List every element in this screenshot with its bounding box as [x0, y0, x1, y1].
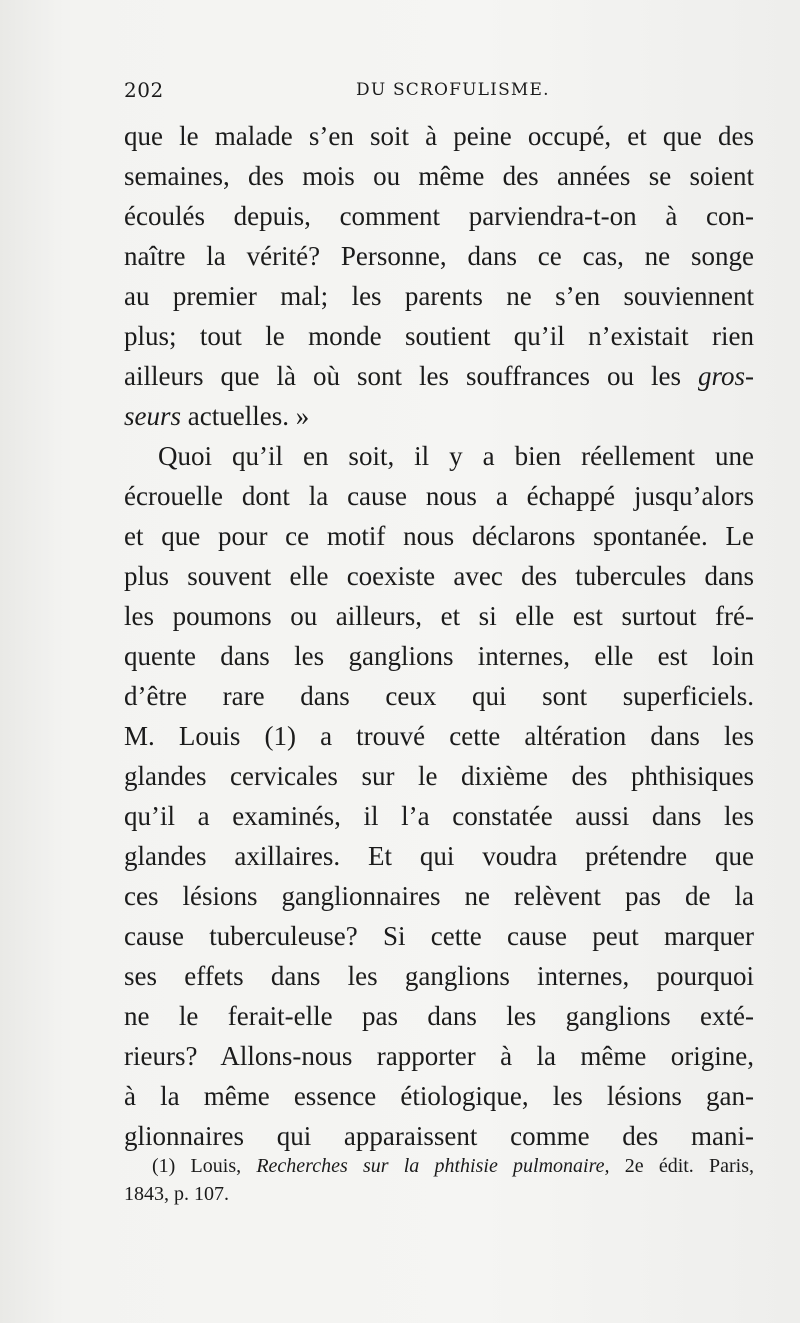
footnote-line: 1843, p. 107.	[124, 1183, 229, 1205]
footnote-author: Louis,	[190, 1155, 242, 1177]
text-line: les poumons ou ailleurs, et si elle est surtout fré-	[124, 601, 754, 631]
italic-fragment: seurs	[124, 401, 182, 431]
text-line: cause tuberculeuse? Si cette cause peut marquer	[124, 921, 754, 951]
text-line: qu’il a examinés, il l’a constatée aussi dans les	[124, 801, 754, 831]
text-line: au premier mal; les parents ne s’en souviennent	[124, 281, 754, 311]
text-line: semaines, des mois ou même des années se soient	[124, 161, 754, 191]
text-line: M. Louis (1) a trouvé cette altération dans les	[124, 721, 754, 751]
text-line	[124, 356, 754, 396]
page-number: 202	[124, 78, 164, 102]
text-line: glionnaires qui apparaissent comme des mani-	[124, 1121, 754, 1151]
text-line: d’être rare dans ceux qui sont superficiels.	[124, 681, 754, 711]
text-line: quente dans les ganglions internes, elle est loin	[124, 641, 754, 671]
italic-fragment: gros-	[697, 361, 754, 391]
text-line: naître la vérité? Personne, dans ce cas, ne songe	[124, 241, 754, 271]
text-line: glandes axillaires. Et qui voudra prétendre que	[124, 841, 754, 871]
text-line: ces lésions ganglionnaires ne relèvent pas de la	[124, 881, 754, 911]
text-line: à la même essence étiologique, les lésions gan-	[124, 1081, 754, 1111]
text-line: ne le ferait-elle pas dans les ganglions exté-	[124, 1001, 754, 1031]
text-line: écoulés depuis, comment parviendra-t-on à con-	[124, 201, 754, 231]
footnote-marker: (1)	[152, 1155, 176, 1177]
text-line: rieurs? Allons-nous rapporter à la même origine,	[124, 1041, 754, 1071]
text-line: Quoi qu’il en soit, il y a bien réellement une	[158, 441, 754, 471]
text-fragment: actuelles. »	[181, 401, 310, 431]
footnote	[124, 1152, 754, 1208]
text-line: glandes cervicales sur le dixième des phthisiques	[124, 761, 754, 791]
running-title: DU SCROFULISME.	[356, 80, 550, 100]
text-line	[124, 396, 754, 436]
text-line: plus; tout le monde soutient qu’il n’existait rien	[124, 321, 754, 351]
footnote-edition: 2e édit. Paris,	[624, 1155, 755, 1177]
body-text	[124, 116, 754, 1156]
text-line: ses effets dans les ganglions internes, pourquoi	[124, 961, 754, 991]
text-line: que le malade s’en soit à peine occupé, et que des	[124, 121, 754, 151]
text-line: plus souvent elle coexiste avec des tubercules dans	[124, 561, 754, 591]
footnote-line	[124, 1152, 754, 1180]
text-line: et que pour ce motif nous déclarons spontanée. Le	[124, 521, 754, 551]
text-line: écrouelle dont la cause nous a échappé jusqu’alors	[124, 481, 754, 511]
text-fragment: ailleurs que là où sont les souffrances ou les	[124, 361, 698, 391]
footnote-title: Recherches sur la phthisie pulmonaire,	[256, 1155, 610, 1177]
